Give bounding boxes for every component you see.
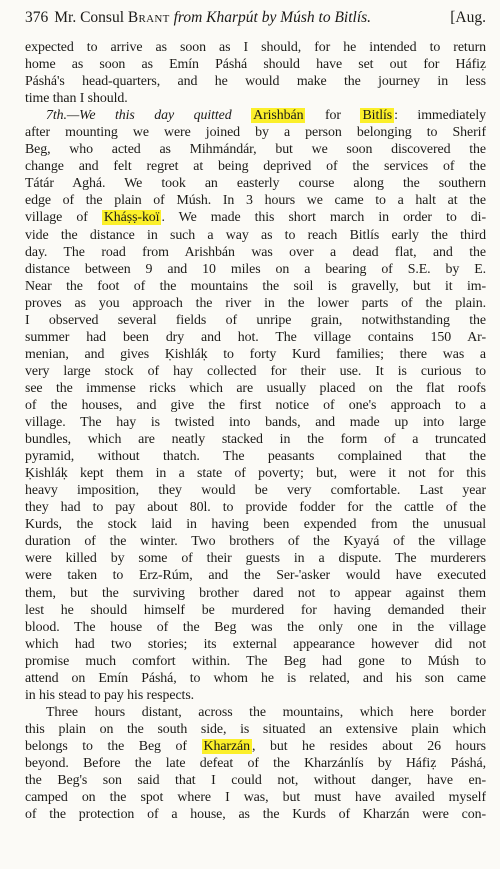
text-line: camped on the spot where I was, but must have availed myself bbox=[25, 790, 486, 806]
text-line: change and felt regret at being deprived of the services of the bbox=[25, 159, 486, 175]
text-fragment: village of bbox=[25, 210, 88, 226]
text-line: were taken to Erz-Rúm, and the Ser-'asker would have executed bbox=[25, 568, 486, 584]
text-fragment: , but he resides about 26 hours bbox=[251, 738, 486, 754]
text-line: very large stock of hay collected for their use. It is curious to bbox=[25, 363, 486, 379]
highlight-kharzan: Kharzán bbox=[203, 738, 250, 754]
text-fragment: for bbox=[324, 108, 341, 124]
author-prefix: Mr. Consul bbox=[54, 9, 125, 26]
text-line: village. The hay is twisted into bands, and made up into large bbox=[25, 415, 486, 431]
author-name: Brant bbox=[127, 9, 170, 26]
text-line bbox=[25, 107, 486, 124]
text-line: lest he should himself be murdered for having demanded their bbox=[25, 602, 486, 618]
text-line: attend on Emín Páshá, to whom he is related, and his son came bbox=[25, 670, 486, 686]
text-line: after mounting we were joined by a person belonging to Sherif bbox=[25, 125, 486, 141]
text-line: Beg, who acted as Mihmándár, but we soon discovered the bbox=[25, 142, 486, 158]
text-fragment: : immediately bbox=[394, 108, 486, 124]
text-line: home as soon as Emín Páshá should have set out for Háfiẓ bbox=[25, 57, 486, 73]
highlight-khass-koi: Kháṣṣ-koï bbox=[103, 210, 160, 226]
text-line bbox=[25, 738, 486, 755]
text-line: pyramid, without thatch. The peasants complained that the bbox=[25, 449, 486, 465]
text-line: promise much comfort within. The Beg had gone to Músh to bbox=[25, 653, 486, 669]
text-line: edge of the plain of Músh. In 3 hours we came to a halt at the bbox=[25, 193, 486, 209]
text-line: they had to pay about 80l. to provide fodder for the cattle of the bbox=[25, 500, 486, 516]
text-line: proves as you approach the river in the lower parts of the plain. bbox=[25, 295, 486, 311]
text-line: I observed several fields of unripe grain, notwithstanding the bbox=[25, 312, 486, 328]
highlight-arishban: Arishbán bbox=[253, 108, 304, 124]
text-line: see the immense ricks which are usually placed on the flat roofs bbox=[25, 380, 486, 396]
title-italic: from Kharpút by Músh to Bitlís. bbox=[173, 9, 372, 26]
text-line: them, but the surviving brother dared not to appear against them bbox=[25, 585, 486, 601]
text-line: Páshá's head-quarters, and he would make the journey in less bbox=[25, 74, 486, 90]
text-line: heavy imposition, they would be very comfortable. Last year bbox=[25, 483, 486, 499]
text-line: beyond. Before the late defeat of the Kharzánlís by Háfiẓ Páshá, bbox=[25, 755, 486, 771]
text-line: menian, and gives Ḳishláḳ to forty Kurd families; there was a bbox=[25, 346, 486, 362]
text-line: blood. The house of the Beg was the only one in the village bbox=[25, 619, 486, 635]
text-line: vide the distance in such a way as to reach Bitlís early the third bbox=[25, 227, 486, 243]
text-line: Kurds, the stock laid in having been expended from the unusual bbox=[25, 517, 486, 533]
highlight-bitlis: Bitlís bbox=[362, 108, 393, 124]
body-text bbox=[25, 39, 486, 823]
text-line: this plain on the south side, is situated an extensive plain which bbox=[25, 721, 486, 737]
text-line: Tátár Aghá. We took an easterly course along the southern bbox=[25, 176, 486, 192]
text-line: Near the foot of the mountains the soil is gravelly, but it im- bbox=[25, 278, 486, 294]
running-header bbox=[25, 9, 486, 39]
text-line: expected to arrive as soon as I should, for he intended to return bbox=[25, 40, 486, 55]
text-line: Three hours distant, across the mountains, which here border bbox=[46, 704, 486, 720]
text-line: which had two stories; its external appearance however did not bbox=[25, 636, 486, 652]
text-line bbox=[25, 209, 486, 226]
text-line: day. The road from Arishbán was over a dead flat, and the bbox=[25, 244, 486, 260]
text-line: of the houses, and give the first notice of one's approach to a bbox=[25, 397, 486, 413]
header-date-abbrev: [Aug. bbox=[450, 9, 486, 26]
running-title bbox=[54, 9, 447, 27]
text-line: duration of the winter. Two brothers of the Kyayá of the village bbox=[25, 534, 486, 550]
page-number: 376 bbox=[25, 9, 49, 26]
text-fragment: belongs to the Beg of bbox=[25, 738, 187, 754]
text-line: summer had been dry and hot. The village contains 150 Ar- bbox=[25, 329, 486, 345]
text-line: bundles, which are neatly stacked in the form of a truncated bbox=[25, 432, 486, 448]
text-fragment: . We made this short march in order to di- bbox=[161, 210, 486, 226]
text-line: time than I should. bbox=[25, 91, 128, 107]
text-line: of the protection of a house, as the Kurds of Kharzán were con- bbox=[25, 807, 486, 823]
text-line: were killed by some of their guests in a dispute. The murderers bbox=[25, 551, 486, 567]
text-line: in his stead to pay his respects. bbox=[25, 687, 195, 703]
text-line: the Beg's son said that I could not, without danger, have en- bbox=[25, 773, 486, 789]
text-line: Ḳishláḳ kept them in a state of poverty; but, were it not for this bbox=[25, 466, 486, 482]
date-text: 7th.—We this day quitted bbox=[46, 108, 232, 124]
text-line: distance between 9 and 10 miles on a bearing of S.E. by E. bbox=[25, 261, 486, 277]
